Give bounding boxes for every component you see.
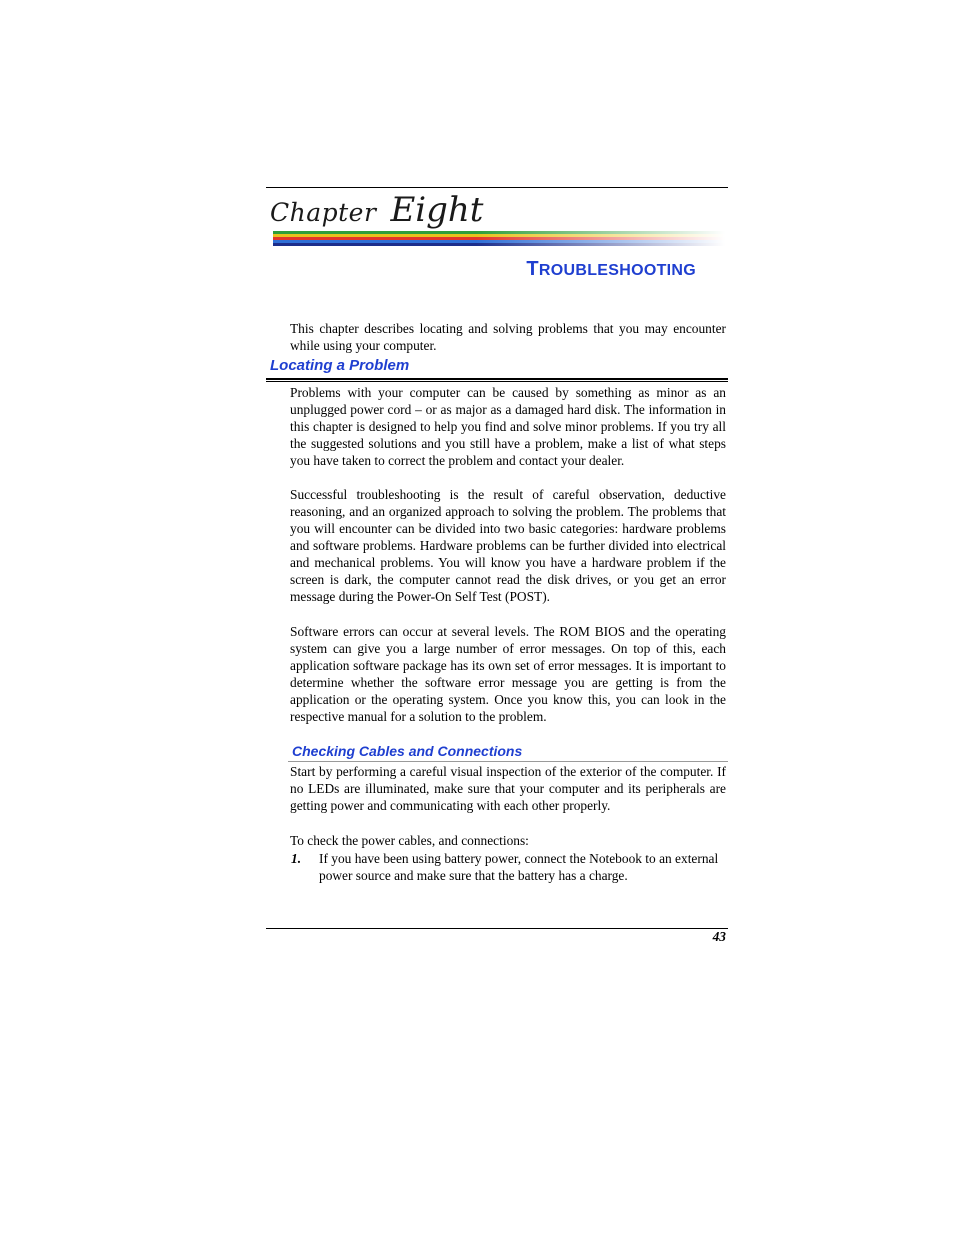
list-item-number: 1. xyxy=(291,851,302,866)
rainbow-banner xyxy=(273,231,725,247)
locating-paragraph-1: Problems with your computer can be caused by something as minor as an unplugged power cord – or as major as a damaged hard disk. The information in this chapter is designed to help you find and solve minor problems. If you try all the suggested solutions and you still have a problem, make a list of what steps you have taken to correct the problem and contact your dealer. xyxy=(290,385,726,468)
locating-heading-rule xyxy=(266,378,728,380)
intro-paragraph: This chapter describes locating and solving problems that you may encounter while using your computer. xyxy=(290,321,726,353)
top-rule xyxy=(266,187,728,188)
cables-paragraph-1: Start by performing a careful visual inspection of the exterior of the computer. If no LEDs are illuminated, make sure that your computer and its peripherals are getting power and communicating with each other properly. xyxy=(290,764,726,813)
locating-paragraph-2: Successful troubleshooting is the result of careful observation, deductive reasoning, and an organized approach to solving the problem. The problems that you will encounter can be divided into two basic categories: hardware problems and software problems. Hardware problems can be further divided into electrical and mechanical problems. You will know you have a hardware problem if the screen is dark, the computer cannot read the disk drives, or you get an error message during the Power-On Self Test (POST). xyxy=(290,487,726,604)
page-number: 43 xyxy=(712,929,726,944)
chapter-title xyxy=(270,190,483,230)
chapter-number-word: Eight xyxy=(390,190,484,230)
cables-heading-rule xyxy=(288,761,728,762)
cables-paragraph-2: To check the power cables, and connections: xyxy=(290,833,529,848)
locating-heading: Locating a Problem xyxy=(270,357,410,374)
section-title-rest: ROUBLESHOOTING xyxy=(538,262,696,279)
locating-paragraph-3: Software errors can occur at several levels. The ROM BIOS and the operating system can give you a large number of error messages. On top of this, each application software package has its own set of error messages. It is important to determine whether the software error message you are getting is from the application or the operating system. Once you know this, you can look in the respective manual for a solution to the problem. xyxy=(290,624,726,724)
section-title xyxy=(300,258,696,281)
locating-heading-rule-thin xyxy=(266,381,728,382)
list-item-text: If you have been using battery power, connect the Notebook to an external power source and make sure that the battery has a charge. xyxy=(319,851,719,883)
section-title-cap: T xyxy=(526,258,539,280)
cables-heading: Checking Cables and Connections xyxy=(292,743,523,759)
chapter-word: Chapter xyxy=(270,198,377,227)
